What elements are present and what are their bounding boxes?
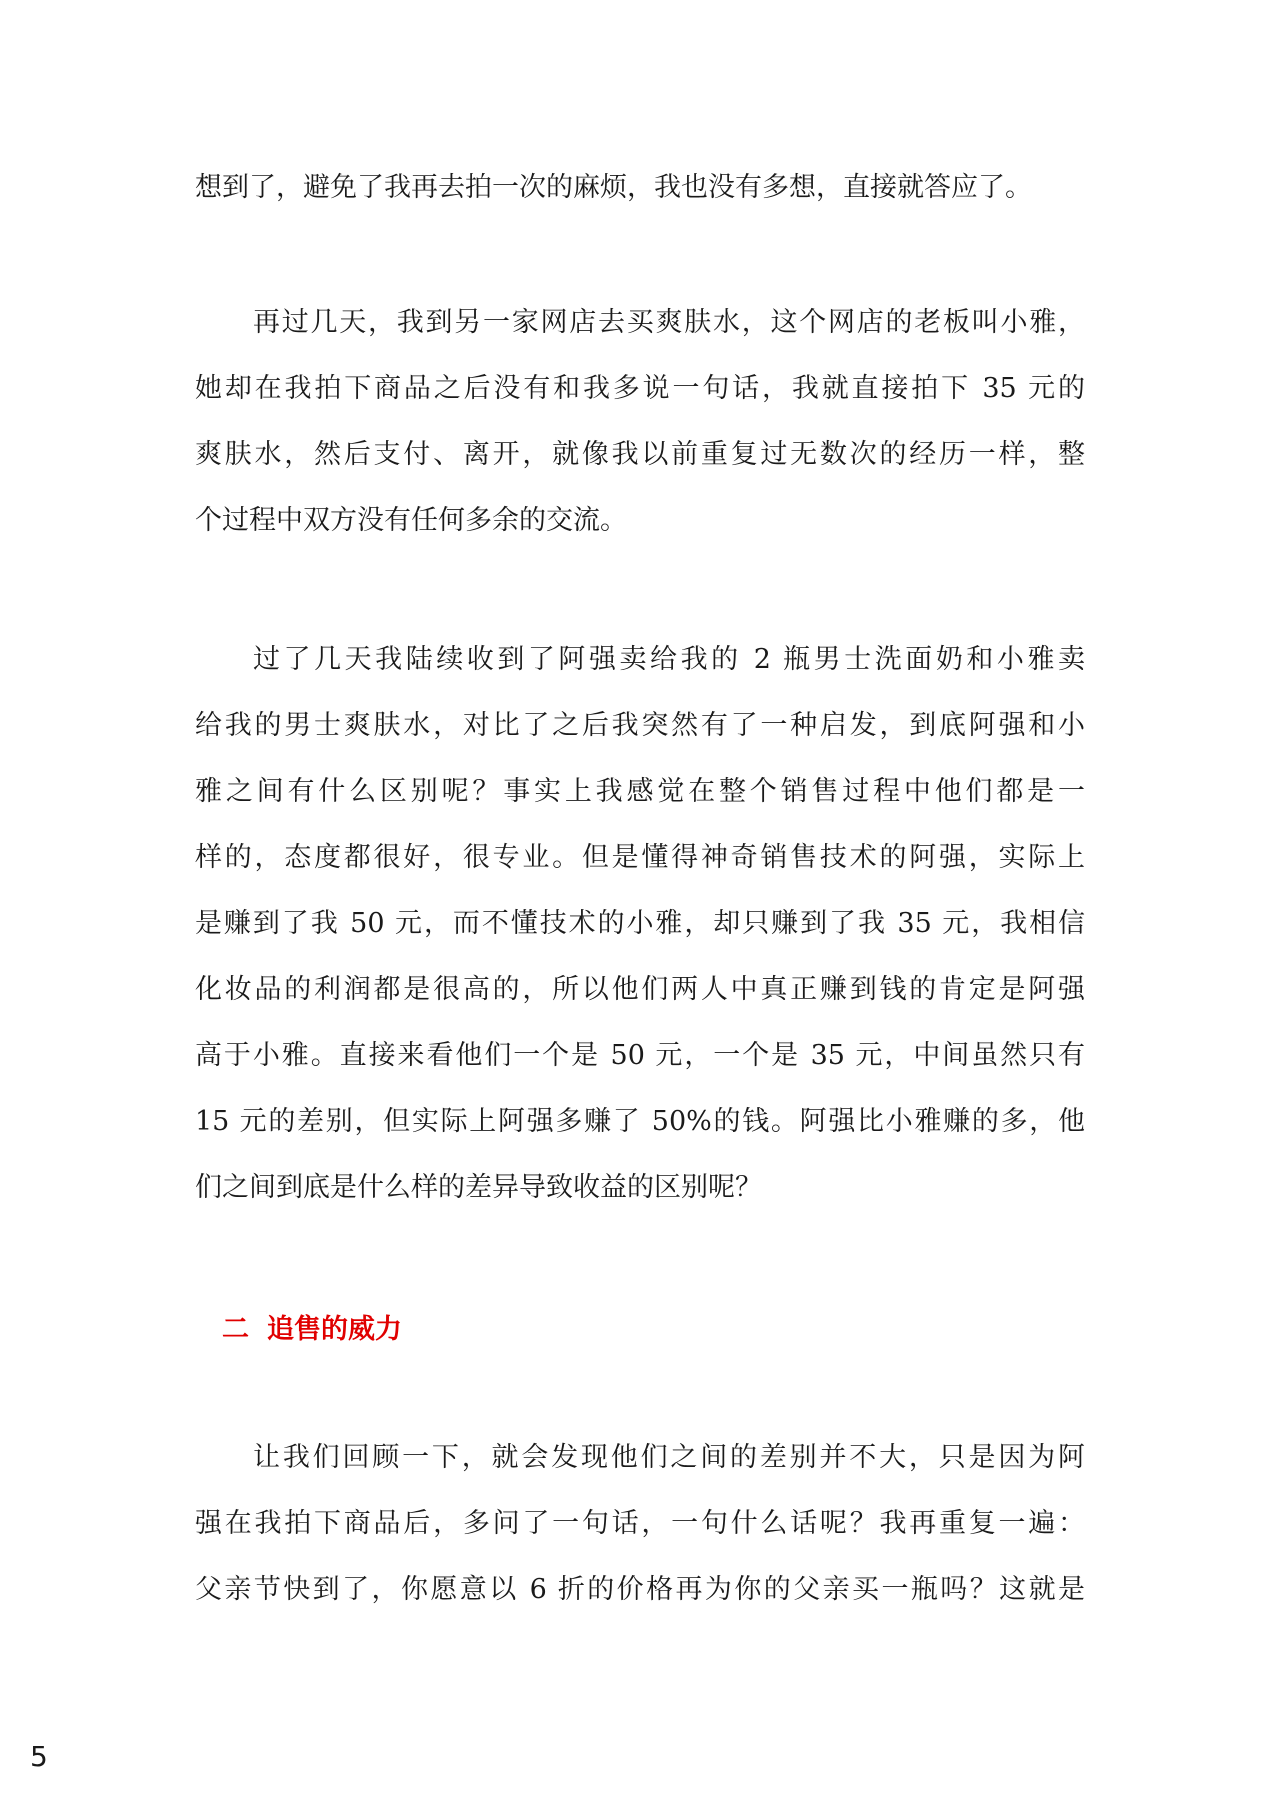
text-line: 想到了，避免了我再去拍一次的麻烦，我也没有多想，直接就答应了。 — [195, 172, 1032, 203]
section-title: 追售的威力 — [267, 1314, 402, 1345]
text-line: 强在我拍下商品后，多问了一句话，一句什么话呢？我再重复一遍： — [195, 1508, 1085, 1539]
text-line: 父亲节快到了，你愿意以 6 折的价格再为你的父亲买一瓶吗？这就是 — [195, 1574, 1085, 1605]
text-line: 们之间到底是什么样的差异导致收益的区别呢？ — [195, 1172, 762, 1203]
paragraph-4 — [195, 1425, 1085, 1623]
text-line: 是赚到了我 50 元，而不懂技术的小雅，却只赚到了我 35 元，我相信 — [195, 908, 1085, 939]
text-line: 高于小雅。直接来看他们一个是 50 元，一个是 35 元，中间虽然只有 — [195, 1040, 1085, 1071]
text-line: 样的，态度都很好，很专业。但是懂得神奇销售技术的阿强，实际上 — [195, 842, 1085, 873]
text-line: 她却在我拍下商品之后没有和我多说一句话，我就直接拍下 35 元的 — [195, 373, 1085, 404]
text-line: 让我们回顾一下，就会发现他们之间的差别并不大，只是因为阿 — [253, 1442, 1085, 1473]
paragraph-3 — [195, 627, 1085, 1221]
section-heading — [222, 1300, 402, 1360]
text-line: 给我的男士爽肤水，对比了之后我突然有了一种启发，到底阿强和小 — [195, 710, 1085, 741]
text-line: 过了几天我陆续收到了阿强卖给我的 2 瓶男士洗面奶和小雅卖 — [253, 644, 1085, 675]
page-number: 5 — [30, 1740, 48, 1773]
text-line: 个过程中双方没有任何多余的交流。 — [195, 505, 627, 536]
text-line: 15 元的差别，但实际上阿强多赚了 50%的钱。阿强比小雅赚的多，他 — [195, 1106, 1085, 1137]
paragraph-2 — [195, 290, 1085, 554]
text-line: 化妆品的利润都是很高的，所以他们两人中真正赚到钱的肯定是阿强 — [195, 974, 1085, 1005]
text-line: 爽肤水，然后支付、离开，就像我以前重复过无数次的经历一样，整 — [195, 439, 1085, 470]
paragraph-1 — [195, 155, 1085, 221]
text-line: 再过几天，我到另一家网店去买爽肤水，这个网店的老板叫小雅， — [253, 307, 1085, 338]
text-line: 雅之间有什么区别呢？事实上我感觉在整个销售过程中他们都是一 — [195, 776, 1085, 807]
section-number: 二 — [222, 1314, 249, 1345]
